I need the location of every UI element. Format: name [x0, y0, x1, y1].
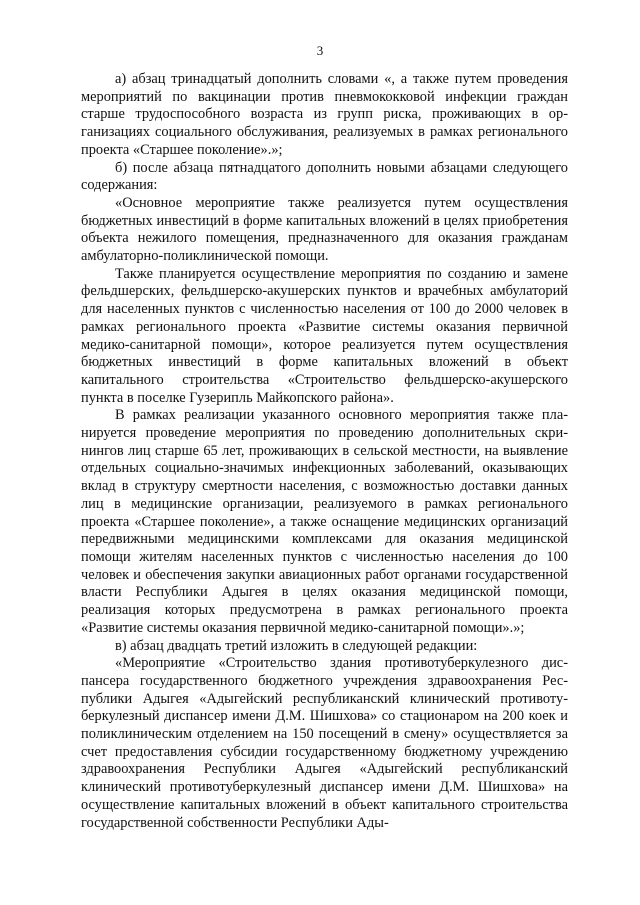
paragraph-main-activity: «Основное мероприятие также реализуется путем осуществления бюджетных инвестиций в форме капитальных вложений в целях приобретения объекта нежилого помещения, предназначенного для оказания гражданам амбулаторно-поликлинической помощи.: [81, 194, 568, 265]
page-number: 3: [316, 43, 324, 58]
document-body: [81, 71, 568, 832]
paragraph-b-amendment: б) после абзаца пятнадцатого дополнить новыми абзацами следующего содержания:: [81, 159, 568, 194]
paragraph-tb-dispensary: «Мероприятие «Строительство здания противотуберкулезного диспансера государственного бюджетного учреждения здравоохранения Республики Адыгея «Адыгейский республиканский клинический противотуберкулезный диспансер имени Д.М. Шишхова» со стационаром на 200 коек и поликлиническим отделением на 150 посещений в смену» осуществляется за счет предоставления субсидии государственному бюджетному учреждению здравоохранения Республики Адыгея «Адыгейский республиканский клинический противотуберкулезный диспансер имени Д.М. Шишхова» на осуществление капитальных вложений в объект капитального строительства государственной собственности Республики Ады-: [81, 655, 568, 831]
paragraph-a-amendment: а) абзац тринадцатый дополнить словами «, а также путем проведения мероприятий по вакцинации против пневмококковой инфекции граждан старше трудоспособного возраста из групп риска, проживающих в организациях социального обслуживания, реализуемых в рамках регионального проекта «Старшее поколение».»;: [81, 71, 568, 158]
paragraph-screenings: В рамках реализации указанного основного мероприятия также планируется проведение мероприятия по проведению дополнительных скринингов лиц старше 65 лет, проживающих в сельской местности, на выявление отдельных социально-значимых инфекционных заболеваний, оказывающих вклад в структуру смертности населения, с возможностью доставки данных лиц в медицинские организации, реализуемого в рамках регионального проекта «Старшее поколение», а также оснащение медицинских организаций передвижными медицинскими комплексами для оказания медицинской помощи жителям населенных пунктов с численностью населения до 100 человек и обеспечения закупки авиационных работ органами государственной власти Республики Адыгея в целях оказания медицинской помощи, реализация которых предусмотрена в рамках регионального проекта «Развитие системы оказания первичной медико-санитарной помощи».»;: [81, 407, 568, 636]
paragraph-feldsher-points: Также планируется осуществление мероприятия по созданию и замене фельдшерских, фельдшерско-акушерских пунктов и врачебных амбулаторий для населенных пунктов с численностью населения от 100 до 2000 человек в рамках регионального проекта «Развитие системы оказания первичной медико-санитарной помощи», которое реализуется путем осуществления бюджетных инвестиций в форме капитальных вложений в объект капитального строительства «Строительство фельдшерско-акушерского пункта в поселке Гузерипль Майкопского района».: [81, 265, 568, 406]
paragraph-v-amendment: в) абзац двадцать третий изложить в следующей редакции:: [115, 637, 478, 654]
